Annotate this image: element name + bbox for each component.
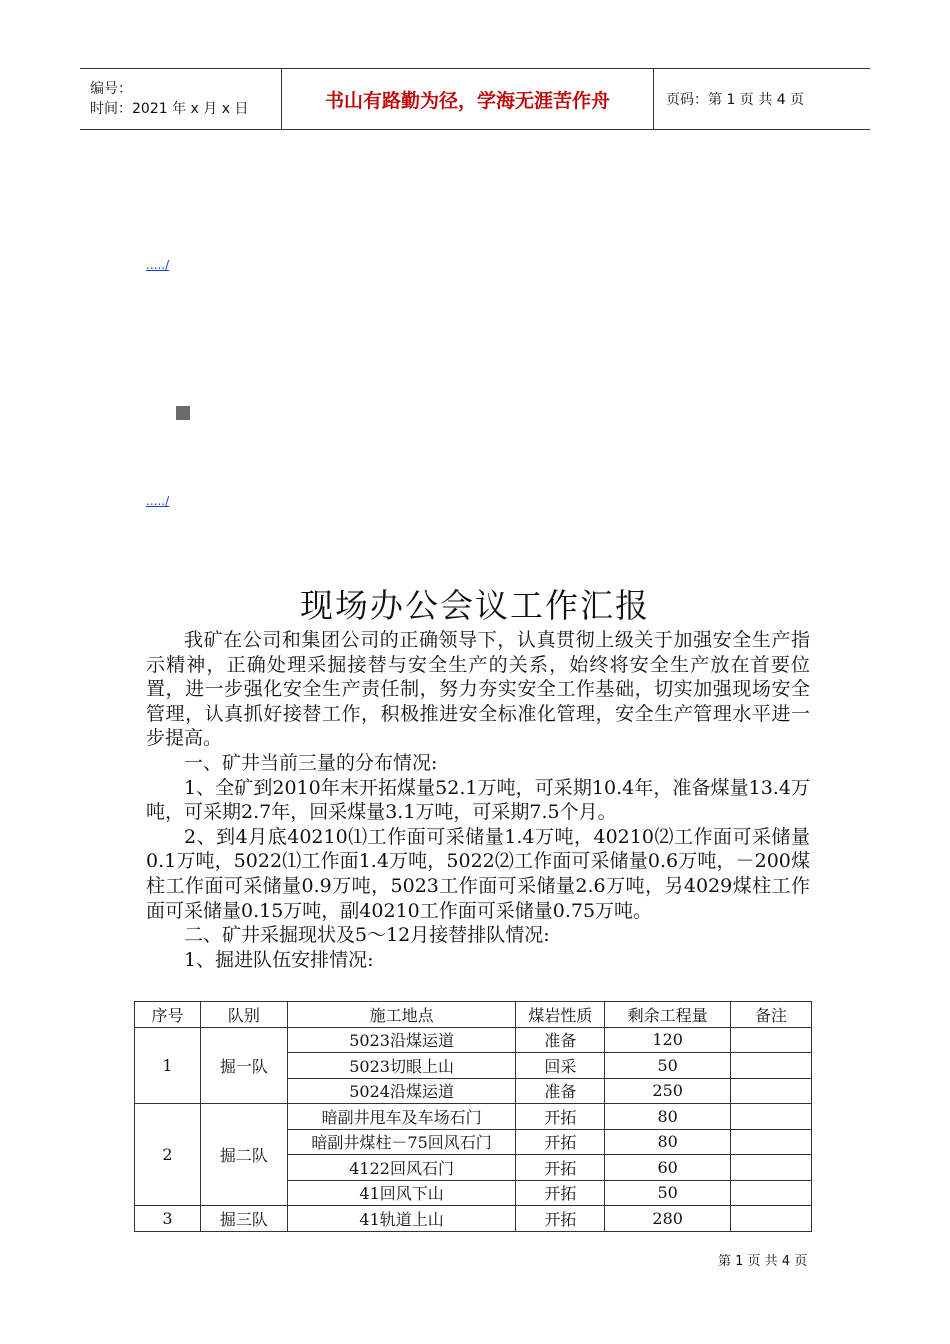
header-motto-cell	[282, 69, 654, 129]
cell-no: 3	[135, 1206, 201, 1232]
cell-qty: 120	[605, 1027, 731, 1053]
cell-note	[731, 1027, 812, 1053]
document-title: 现场办公会议工作汇报	[300, 586, 650, 625]
paragraph-intro: 我矿在公司和集团公司的正确领导下，认真贯彻上级关于加强安全生产指示精神，正确处理采掘接替与安全生产的关系，始终将安全生产放在首要位置，进一步强化安全生产责任制，努力夯实安全工作基础，切实加强现场安全管理，认真抓好接替工作，积极推进安全标准化管理，安全生产管理水平进一步提高。	[146, 629, 810, 750]
page-header	[80, 68, 870, 130]
cell-qty: 60	[605, 1155, 731, 1181]
col-header-team: 队别	[200, 1002, 287, 1028]
col-header-note: 备注	[731, 1002, 812, 1028]
cell-place: 暗副井甩车及车场石门	[287, 1104, 516, 1130]
cell-no: 1	[135, 1027, 201, 1104]
cell-qty: 50	[605, 1180, 731, 1206]
header-page-info: 页码：第 1 页 共 4 页	[666, 92, 805, 108]
table-row	[135, 1027, 812, 1053]
cell-no: 2	[135, 1104, 201, 1206]
table-header-row	[135, 1002, 812, 1028]
cell-qty: 280	[605, 1206, 731, 1232]
paragraph-section-1: 一、矿井当前三量的分布情况:	[184, 751, 438, 774]
cell-nature: 准备	[516, 1027, 605, 1053]
link-2[interactable]: ...../	[146, 494, 170, 508]
col-header-qty: 剩余工程量	[605, 1002, 731, 1028]
col-header-nature: 煤岩性质	[516, 1002, 605, 1028]
paragraph-1-2: 2、到4月底40210⑴工作面可采储量1.4万吨，40210⑵工作面可采储量0.1万吨，5022⑴工作面1.4万吨，5022⑵工作面可采储量0.6万吨，－200煤柱工作面可采储量0.9万吨，5023工作面可采储量2.6万吨，另4029煤柱工作面可采储量0.15万吨，副40210工作面可采储量0.75万吨。	[146, 825, 810, 922]
cell-place: 5023切眼上山	[287, 1053, 516, 1079]
header-motto: 书山有路勤为径，学海无涯苦作舟	[324, 89, 610, 112]
document-body	[146, 628, 810, 972]
table-row	[135, 1206, 812, 1232]
cell-note	[731, 1078, 812, 1104]
link-1[interactable]: ...../	[146, 258, 170, 272]
cell-qty: 50	[605, 1053, 731, 1079]
cell-qty: 80	[605, 1129, 731, 1155]
col-header-place: 施工地点	[287, 1002, 516, 1028]
cell-nature: 准备	[516, 1078, 605, 1104]
cell-nature: 回采	[516, 1053, 605, 1079]
cell-note	[731, 1180, 812, 1206]
cell-place: 4122回风石门	[287, 1155, 516, 1181]
page-footer: 第 1 页 共 4 页	[718, 1254, 808, 1269]
cell-note	[731, 1206, 812, 1232]
cell-nature: 开拓	[516, 1104, 605, 1130]
cell-team: 掘三队	[200, 1206, 287, 1232]
document-number-label: 编号：	[90, 81, 132, 97]
cell-qty: 250	[605, 1078, 731, 1104]
paragraph-2-1: 1、掘进队伍安排情况:	[184, 948, 374, 971]
cell-place: 5024沿煤运道	[287, 1078, 516, 1104]
cell-note	[731, 1129, 812, 1155]
paragraph-1-1: 1、全矿到2010年末开拓煤量52.1万吨，可采期10.4年，准备煤量13.4万吨，可采期2.7年，回采煤量3.1万吨，可采期7.5个月。	[146, 776, 810, 824]
cell-nature: 开拓	[516, 1129, 605, 1155]
paragraph-section-2: 二、矿井采掘现状及5～12月接替排队情况:	[184, 924, 550, 947]
cell-nature: 开拓	[516, 1155, 605, 1181]
cell-team: 掘一队	[200, 1027, 287, 1104]
cell-note	[731, 1155, 812, 1181]
cell-note	[731, 1104, 812, 1130]
square-bullet-icon	[176, 406, 190, 420]
cell-nature: 开拓	[516, 1206, 605, 1232]
cell-nature: 开拓	[516, 1180, 605, 1206]
header-meta	[80, 69, 282, 129]
excavation-team-table	[134, 1001, 812, 1232]
table-row	[135, 1104, 812, 1130]
document-date-label: 时间：2021 年 x 月 x 日	[90, 101, 249, 117]
col-header-no: 序号	[135, 1002, 201, 1028]
cell-place: 41回风下山	[287, 1180, 516, 1206]
cell-qty: 80	[605, 1104, 731, 1130]
cell-note	[731, 1053, 812, 1079]
cell-place: 5023沿煤运道	[287, 1027, 516, 1053]
cell-place: 暗副井煤柱－75回风石门	[287, 1129, 516, 1155]
cell-team: 掘二队	[200, 1104, 287, 1206]
cell-place: 41轨道上山	[287, 1206, 516, 1232]
